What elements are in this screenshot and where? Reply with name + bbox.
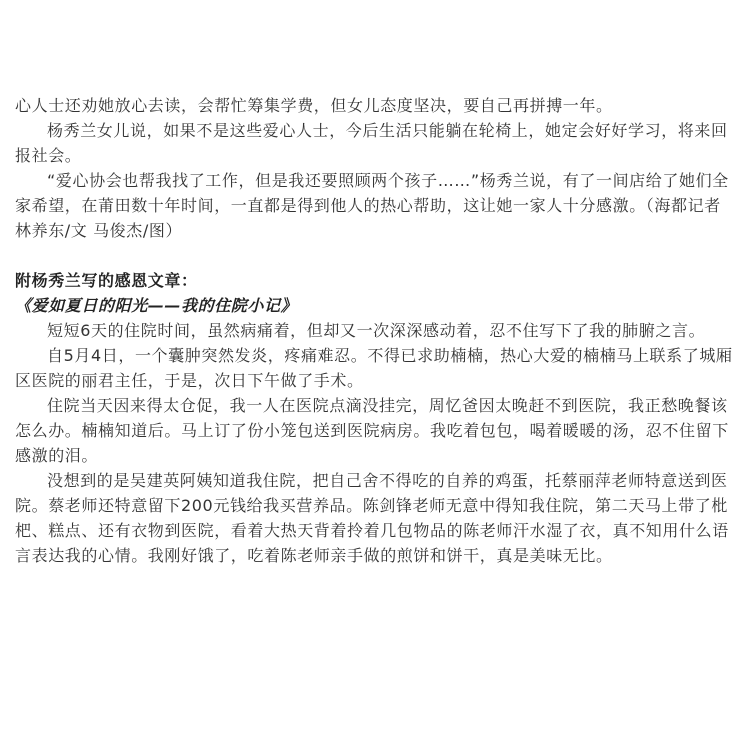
article-body: [15, 93, 740, 568]
appendix-paragraph-4: 没想到的是吴建英阿姨知道我住院，把自己舍不得吃的自养的鸡蛋，托蔡丽萍老师特意送到医院。蔡老师还特意留下200元钱给我买营养品。陈剑锋老师无意中得知我住院，第二天马上带了枇杷、糕点、还有衣物到医院，看着大热天背着拎着几包物品的陈老师汗水湿了衣，真不知用什么语言表达我的心情。我刚好饿了，吃着陈老师亲手做的煎饼和饼干，真是美味无比。: [15, 471, 729, 565]
appendix-title: 《爱如夏日的阳光——我的住院小记》: [15, 296, 298, 315]
paragraph-association-quote: “爱心协会也帮我找了工作，但是我还要照顾两个孩子……”杨秀兰说，有了一间店给了她们全家希望，在莆田数十年时间，一直都是得到他人的热心帮助，这让她一家人十分感激。（海都记者 林养东/文 马俊杰/图）: [15, 171, 729, 240]
appendix-heading: 附杨秀兰写的感恩文章：: [15, 271, 198, 290]
appendix-paragraph-3: 住院当天因来得太仓促，我一人在医院点滴没挂完，周忆爸因太晚赶不到医院，我正愁晚餐该怎么办。楠楠知道后。马上订了份小笼包送到医院病房。我吃着包包，喝着暖暖的汤，忍不住留下感激的泪。: [15, 396, 729, 465]
section-spacer: [15, 243, 740, 268]
paragraph-daughter-quote: 杨秀兰女儿说，如果不是这些爱心人士，今后生活只能躺在轮椅上，她定会好好学习，将来回报社会。: [15, 121, 728, 165]
appendix-paragraph-1: 短短6天的住院时间，虽然病痛着，但却又一次深深感动着，忍不住写下了我的肺腑之言。: [47, 321, 706, 340]
cut-off-paragraph-line: 心人士还劝她放心去读，会帮忙筹集学费，但女儿态度坚决，要自己再拼搏一年。: [15, 96, 613, 115]
appendix-paragraph-2: 自5月4日，一个囊肿突然发炎，疼痛难忍。不得已求助楠楠，热心大爱的楠楠马上联系了城厢区医院的丽君主任，于是，次日下午做了手术。: [15, 346, 733, 390]
